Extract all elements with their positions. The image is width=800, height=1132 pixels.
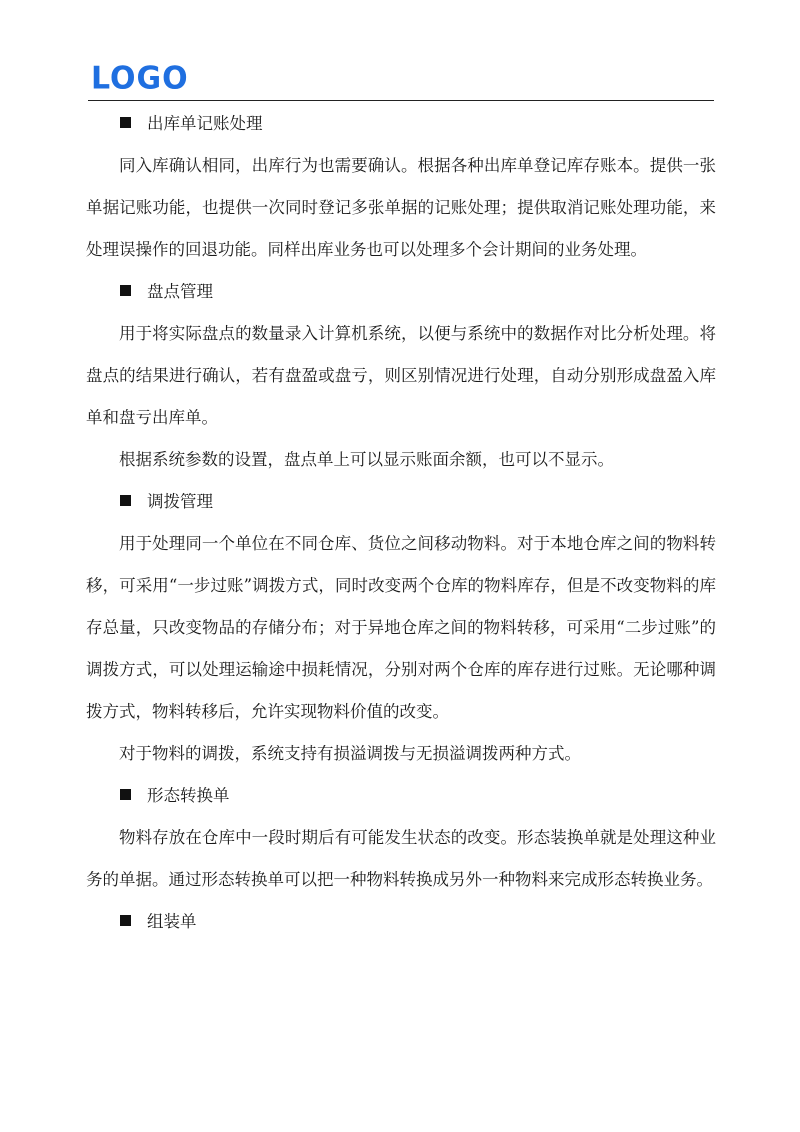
heading-text: 盘点管理: [147, 282, 213, 301]
section-heading-transfer: [86, 481, 716, 523]
paragraph-form-conversion: 物料存放在仓库中一段时期后有可能发生状态的改变。形态装换单就是处理这种业务的单据。通过形态转换单可以把一种物料转换成另外一种物料来完成形态转换业务。: [86, 828, 716, 889]
document-body: [86, 103, 716, 943]
heading-text: 组装单: [147, 912, 197, 931]
logo: LOGO: [91, 60, 189, 97]
section-heading-form-conversion: [86, 775, 716, 817]
square-bullet-icon: [120, 915, 131, 926]
square-bullet-icon: [120, 117, 131, 128]
paragraph-outbound-posting: 同入库确认相同，出库行为也需要确认。根据各种出库单登记库存账本。提供一张单据记账功能，也提供一次同时登记多张单据的记账处理；提供取消记账处理功能，来处理误操作的回退功能。同样出库业务也可以处理多个会计期间的业务处理。: [86, 156, 716, 259]
square-bullet-icon: [120, 495, 131, 506]
page-header: [88, 60, 714, 101]
heading-text: 出库单记账处理: [147, 114, 263, 133]
section-heading-stocktaking: [86, 271, 716, 313]
paragraph-stocktaking-2: 根据系统参数的设置，盘点单上可以显示账面余额，也可以不显示。: [119, 450, 614, 469]
paragraph-stocktaking-1: 用于将实际盘点的数量录入计算机系统，以便与系统中的数据作对比分析处理。将盘点的结果进行确认，若有盘盈或盘亏，则区别情况进行处理，自动分别形成盘盈入库单和盘亏出库单。: [86, 324, 716, 427]
square-bullet-icon: [120, 789, 131, 800]
heading-text: 形态转换单: [147, 786, 230, 805]
paragraph-transfer-1: 用于处理同一个单位在不同仓库、货位之间移动物料。对于本地仓库之间的物料转移，可采用“一步过账”调拨方式，同时改变两个仓库的物料库存，但是不改变物料的库存总量，只改变物品的存储分布；对于异地仓库之间的物料转移，可采用“二步过账”的调拨方式，可以处理运输途中损耗情况，分别对两个仓库的库存进行过账。无论哪种调拨方式，物料转移后，允许实现物料价值的改变。: [86, 534, 716, 721]
section-heading-assembly: [86, 901, 716, 943]
heading-text: 调拨管理: [147, 492, 213, 511]
square-bullet-icon: [120, 285, 131, 296]
paragraph-transfer-2: 对于物料的调拨，系统支持有损溢调拨与无损溢调拨两种方式。: [119, 744, 581, 763]
section-heading-outbound-posting: [86, 103, 716, 145]
